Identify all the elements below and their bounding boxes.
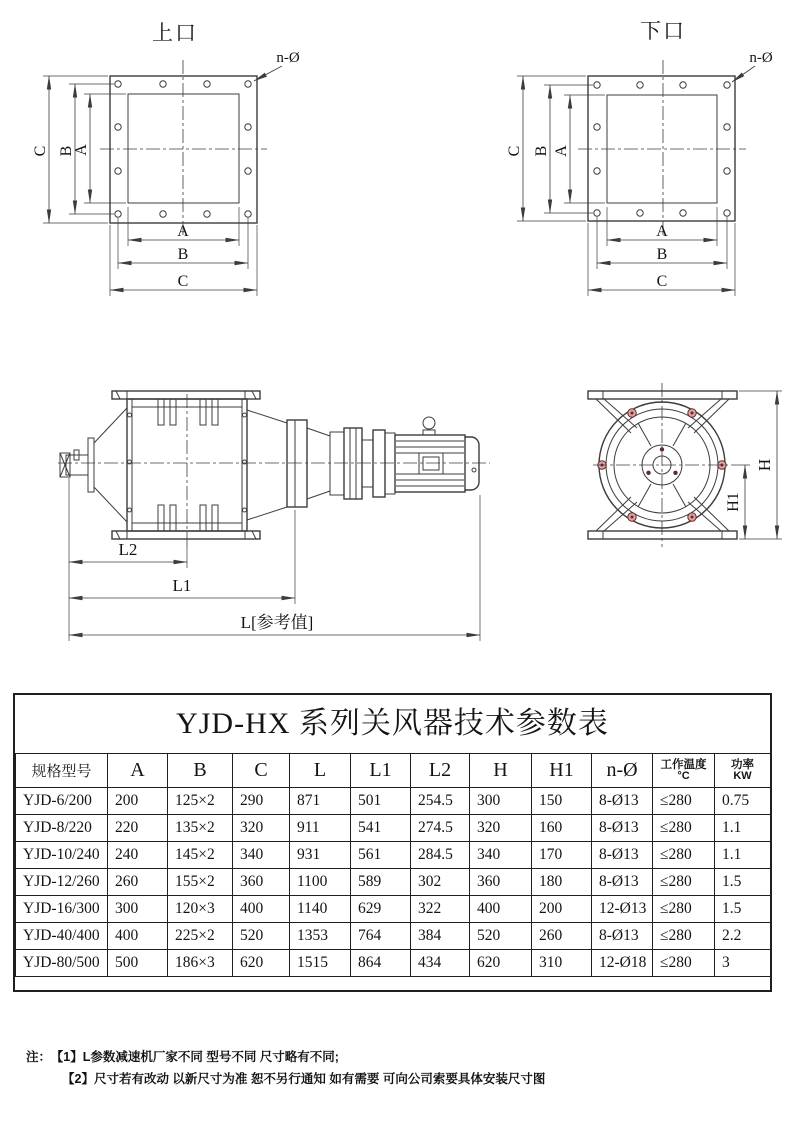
col-header-b: B: [168, 754, 233, 788]
cell-h: 400: [470, 896, 532, 923]
cell-a: 240: [108, 842, 168, 869]
cell-c: 340: [233, 842, 290, 869]
dim-label-h: H: [755, 458, 774, 472]
cell-h1: 170: [532, 842, 592, 869]
cell-l: 911: [290, 815, 351, 842]
cell-power: 1.5: [715, 869, 771, 896]
cell-model: YJD-8/220: [16, 815, 108, 842]
table-row: [16, 950, 771, 977]
cell-temp: ≤280: [653, 869, 715, 896]
cell-temp: ≤280: [653, 842, 715, 869]
dim-label-c-bottom: C: [656, 273, 668, 290]
dim-label-b-left: B: [533, 145, 550, 157]
cell-temp: ≤280: [653, 923, 715, 950]
cell-b: 145×2: [168, 842, 233, 869]
cell-c: 620: [233, 950, 290, 977]
bolt-callout: [732, 50, 773, 82]
cell-n-holes: 8-Ø13: [592, 815, 653, 842]
cell-c: 320: [233, 815, 290, 842]
bolt-hole-label: n-Ø: [276, 50, 300, 66]
note-line-2: 【2】尺寸若有改动 以新尺寸为准 恕不另行通知 如有需要 可向公司索要具体安装尺寸图: [62, 1072, 546, 1086]
table-row: [16, 788, 771, 815]
footnotes: [26, 1046, 586, 1090]
cell-power: 1.1: [715, 815, 771, 842]
cell-c: 290: [233, 788, 290, 815]
cell-l: 931: [290, 842, 351, 869]
dim-label-a-bottom: A: [177, 223, 189, 240]
dimension-lines: [69, 478, 480, 641]
col-header-c: C: [233, 754, 290, 788]
cell-l1: 541: [351, 815, 411, 842]
cell-model: YJD-16/300: [16, 896, 108, 923]
cell-c: 520: [233, 923, 290, 950]
drawing-title: 上口: [152, 21, 198, 45]
dim-label-c-left: C: [506, 145, 523, 157]
bolt-hole-label: n-Ø: [749, 50, 773, 66]
table-row: [16, 869, 771, 896]
table-row: [16, 923, 771, 950]
col-header-h: H: [470, 754, 532, 788]
cell-l1: 764: [351, 923, 411, 950]
dim-label-c-bottom: C: [177, 273, 189, 290]
dim-label-b-bottom: B: [656, 246, 668, 263]
cell-power: 0.75: [715, 788, 771, 815]
cell-n-holes: 8-Ø13: [592, 788, 653, 815]
cell-l: 1515: [290, 950, 351, 977]
cell-l: 1100: [290, 869, 351, 896]
cell-b: 225×2: [168, 923, 233, 950]
dim-label-b-bottom: B: [177, 246, 189, 263]
cell-c: 400: [233, 896, 290, 923]
col-header-l: L: [290, 754, 351, 788]
end-view-drawing: [588, 383, 782, 547]
drawing-title: 下口: [640, 19, 686, 43]
spec-table: [15, 753, 771, 977]
cell-temp: ≤280: [653, 815, 715, 842]
cell-b: 135×2: [168, 815, 233, 842]
cell-l2: 274.5: [411, 815, 470, 842]
cell-l1: 589: [351, 869, 411, 896]
cell-l: 1353: [290, 923, 351, 950]
cell-model: YJD-80/500: [16, 950, 108, 977]
cell-b: 155×2: [168, 869, 233, 896]
cell-n-holes: 8-Ø13: [592, 869, 653, 896]
cell-a: 260: [108, 869, 168, 896]
cell-n-holes: 12-Ø18: [592, 950, 653, 977]
col-header-h1: H1: [532, 754, 592, 788]
dim-label-b-left: B: [58, 145, 75, 157]
cell-n-holes: 8-Ø13: [592, 842, 653, 869]
flange-outline: [100, 60, 267, 238]
cell-power: 3: [715, 950, 771, 977]
dimension-lines: [506, 76, 735, 296]
col-header-power: 功率 KW: [715, 754, 771, 788]
cell-h: 620: [470, 950, 532, 977]
cell-l1: 864: [351, 950, 411, 977]
cell-model: YJD-40/400: [16, 923, 108, 950]
col-header-working-temp: 工作温度 °C: [653, 754, 715, 788]
col-header-n-holes: n-Ø: [592, 754, 653, 788]
dim-label-h1: H1: [725, 492, 742, 512]
dim-label-a-left: A: [73, 144, 90, 156]
cell-h: 520: [470, 923, 532, 950]
cell-n-holes: 8-Ø13: [592, 923, 653, 950]
cell-h: 360: [470, 869, 532, 896]
col-header-l1: L1: [351, 754, 411, 788]
bolt-callout: [254, 50, 300, 81]
cell-c: 360: [233, 869, 290, 896]
table-row: [16, 815, 771, 842]
cell-l1: 501: [351, 788, 411, 815]
note-line-1: 注： 【1】L参数减速机厂家不同 型号不同 尺寸略有不同;: [26, 1050, 339, 1064]
dimension-lines: [32, 76, 257, 296]
col-header-model: 规格型号: [16, 754, 108, 788]
cell-h1: 160: [532, 815, 592, 842]
cell-a: 500: [108, 950, 168, 977]
cell-h1: 200: [532, 896, 592, 923]
cell-b: 125×2: [168, 788, 233, 815]
table-row: [16, 896, 771, 923]
dim-label-c-left: C: [32, 145, 49, 157]
dim-label-a-left: A: [553, 145, 570, 157]
table-row: [16, 842, 771, 869]
cell-h1: 260: [532, 923, 592, 950]
cell-model: YJD-6/200: [16, 788, 108, 815]
dim-label-a-bottom: A: [656, 223, 668, 240]
spec-table-frame: [13, 693, 772, 992]
cell-model: YJD-12/260: [16, 869, 108, 896]
header-row: [16, 754, 771, 788]
side-view-drawing: [58, 391, 490, 641]
dim-label-l2: L2: [118, 540, 138, 559]
bottom-outlet-flange-drawing: [490, 10, 790, 320]
cell-power: 2.2: [715, 923, 771, 950]
cell-a: 220: [108, 815, 168, 842]
cell-a: 400: [108, 923, 168, 950]
dim-label-l-reference: L[参考值]: [240, 613, 314, 632]
cell-model: YJD-10/240: [16, 842, 108, 869]
cell-l2: 254.5: [411, 788, 470, 815]
cell-power: 1.1: [715, 842, 771, 869]
cell-power: 1.5: [715, 896, 771, 923]
cell-h: 300: [470, 788, 532, 815]
cell-l2: 302: [411, 869, 470, 896]
cell-temp: ≤280: [653, 950, 715, 977]
cell-l: 871: [290, 788, 351, 815]
col-header-l2: L2: [411, 754, 470, 788]
assembly-drawings: [30, 370, 800, 660]
cell-l1: 561: [351, 842, 411, 869]
cell-b: 120×3: [168, 896, 233, 923]
cell-b: 186×3: [168, 950, 233, 977]
dim-label-l1: L1: [172, 576, 192, 595]
cell-n-holes: 12-Ø13: [592, 896, 653, 923]
cell-l2: 434: [411, 950, 470, 977]
cell-l2: 322: [411, 896, 470, 923]
col-header-a: A: [108, 754, 168, 788]
cell-l: 1140: [290, 896, 351, 923]
cell-temp: ≤280: [653, 896, 715, 923]
cell-h1: 180: [532, 869, 592, 896]
cell-h1: 150: [532, 788, 592, 815]
cell-l2: 384: [411, 923, 470, 950]
cell-a: 200: [108, 788, 168, 815]
table-title: YJD-HX 系列关风器技术参数表: [176, 707, 609, 740]
cell-a: 300: [108, 896, 168, 923]
cell-h: 320: [470, 815, 532, 842]
top-inlet-flange-drawing: [30, 10, 310, 320]
flange-outline: [578, 60, 746, 238]
cell-h1: 310: [532, 950, 592, 977]
cell-l1: 629: [351, 896, 411, 923]
note-prefix: 注：: [26, 1050, 52, 1064]
cell-h: 340: [470, 842, 532, 869]
cell-l2: 284.5: [411, 842, 470, 869]
cell-temp: ≤280: [653, 788, 715, 815]
dimension-lines: [725, 391, 782, 539]
